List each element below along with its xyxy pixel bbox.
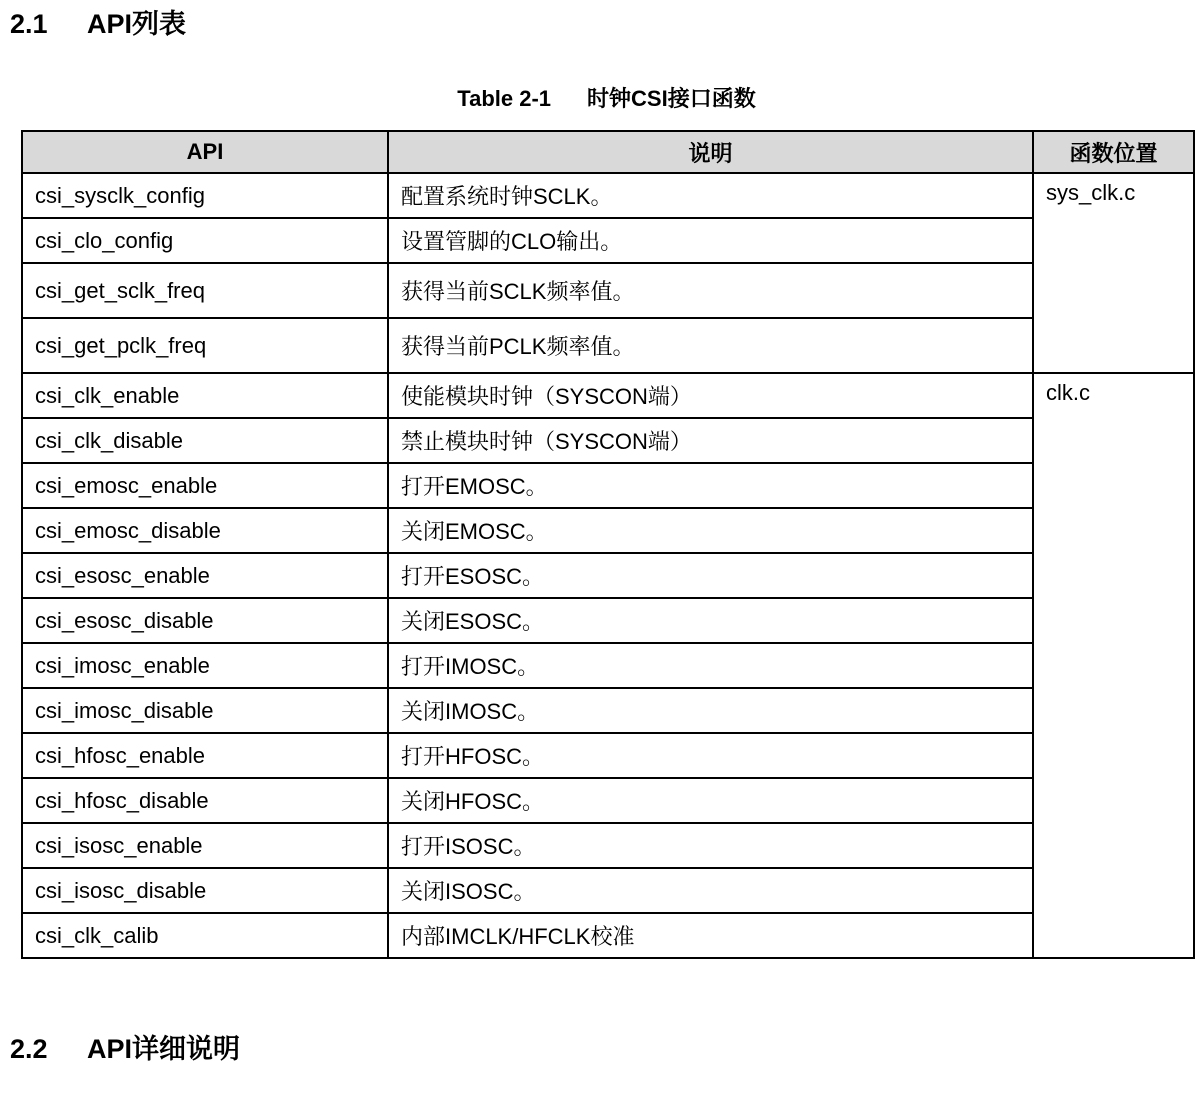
header-description: 说明 (388, 131, 1033, 173)
api-name: csi_imosc_enable (22, 643, 388, 688)
api-table (21, 130, 1195, 959)
table-row (22, 263, 1194, 318)
api-description: 关闭ESOSC。 (388, 598, 1033, 643)
api-name: csi_isosc_disable (22, 868, 388, 913)
table-row (22, 598, 1194, 643)
table-header-row (22, 131, 1194, 173)
api-description: 打开EMOSC。 (388, 463, 1033, 508)
table-row (22, 318, 1194, 373)
api-name: csi_clk_disable (22, 418, 388, 463)
table-row (22, 733, 1194, 778)
api-description: 获得当前PCLK频率值。 (388, 318, 1033, 373)
section-number: 2.1 (10, 9, 48, 39)
table-row (22, 553, 1194, 598)
api-description: 禁止模块时钟（SYSCON端） (388, 418, 1033, 463)
table-row (22, 778, 1194, 823)
header-api: API (22, 131, 388, 173)
table-row (22, 688, 1194, 733)
section-title: API详细说明 (87, 1034, 241, 1064)
api-description: 关闭HFOSC。 (388, 778, 1033, 823)
table-row (22, 823, 1194, 868)
api-description: 使能模块时钟（SYSCON端） (388, 373, 1033, 418)
section-number: 2.2 (10, 1034, 48, 1064)
table-row (22, 373, 1194, 418)
api-description: 打开ESOSC。 (388, 553, 1033, 598)
api-name: csi_isosc_enable (22, 823, 388, 868)
api-name: csi_esosc_disable (22, 598, 388, 643)
api-description: 配置系统时钟SCLK。 (388, 173, 1033, 218)
api-name: csi_emosc_disable (22, 508, 388, 553)
api-name: csi_sysclk_config (22, 173, 388, 218)
api-description: 关闭EMOSC。 (388, 508, 1033, 553)
api-description: 打开HFOSC。 (388, 733, 1033, 778)
table-caption-title: 时钟CSI接口函数 (587, 86, 756, 111)
table-row (22, 463, 1194, 508)
api-description: 内部IMCLK/HFCLK校准 (388, 913, 1033, 958)
api-name: csi_hfosc_disable (22, 778, 388, 823)
api-description: 关闭ISOSC。 (388, 868, 1033, 913)
api-name: csi_imosc_disable (22, 688, 388, 733)
table-row (22, 418, 1194, 463)
api-description: 打开IMOSC。 (388, 643, 1033, 688)
function-location: sys_clk.c (1033, 173, 1194, 373)
api-description: 设置管脚的CLO输出。 (388, 218, 1033, 263)
table-row (22, 868, 1194, 913)
api-name: csi_clk_enable (22, 373, 388, 418)
table-row (22, 913, 1194, 958)
table-caption-number: Table 2-1 (457, 86, 552, 111)
table-row (22, 218, 1194, 263)
api-description: 打开ISOSC。 (388, 823, 1033, 868)
header-location: 函数位置 (1033, 131, 1194, 173)
api-description: 获得当前SCLK频率值。 (388, 263, 1033, 318)
api-name: csi_clk_calib (22, 913, 388, 958)
section-title: API列表 (87, 9, 187, 39)
table-row (22, 173, 1194, 218)
api-name: csi_clo_config (22, 218, 388, 263)
api-name: csi_emosc_enable (22, 463, 388, 508)
section-heading-2-1 (10, 8, 186, 40)
table-caption (0, 84, 1197, 114)
table-row (22, 643, 1194, 688)
api-name: csi_get_pclk_freq (22, 318, 388, 373)
api-name: csi_esosc_enable (22, 553, 388, 598)
section-heading-2-2 (10, 1033, 240, 1065)
api-name: csi_get_sclk_freq (22, 263, 388, 318)
table-row (22, 508, 1194, 553)
api-description: 关闭IMOSC。 (388, 688, 1033, 733)
function-location: clk.c (1033, 373, 1194, 958)
api-name: csi_hfosc_enable (22, 733, 388, 778)
